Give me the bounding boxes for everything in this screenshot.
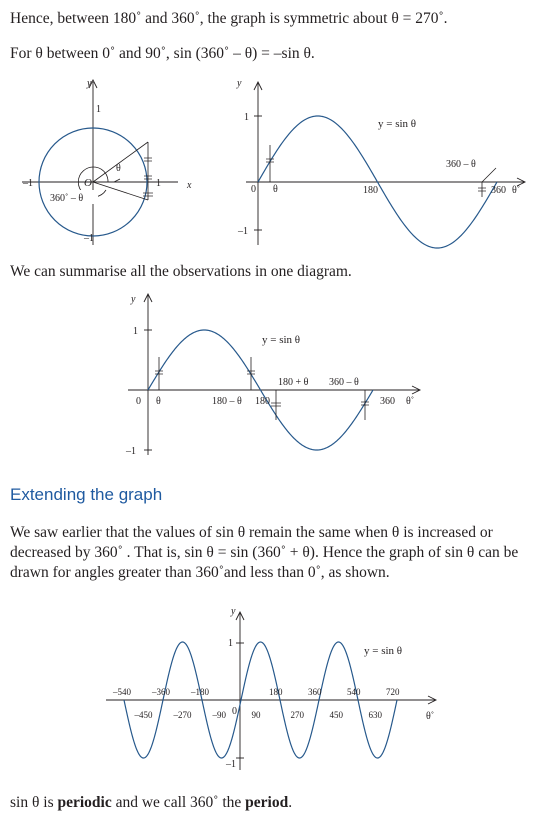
text-period-term: period [245,794,289,811]
fig3-label-180-minus: 180 – θ [212,396,242,407]
fig1-neg-one-left: –1 [23,178,33,189]
text-periodicity: We saw earlier that the values of sin θ remain the same when θ is increased or decreased by 360˚ . That is, sin θ = sin (360˚ + θ). Hence the graph of sin θ can be drawn for angles greater than 360˚and less than 0˚, as shown. [10,524,519,581]
text-symmetry: Hence, between 180˚ and 360˚, the graph is symmetric about θ = 270˚. [10,10,448,27]
fig4-bottom-tick-label: –90 [212,710,226,720]
fig3-axis-theta: θ˚ [406,396,415,407]
fig3-tick-360: 360 [380,396,395,407]
fig2-tick-360: 360 [491,185,506,196]
fig4-bottom-tick-label: 90 [251,710,261,720]
fig2-neg-one: –1 [238,226,248,237]
section-heading: Extending the graph [10,485,163,504]
sin-graph-summary [0,290,537,470]
fig1-one-top: 1 [96,104,101,115]
fig1-x-label: x [187,180,192,191]
fig1-one-right: 1 [156,178,161,189]
fig4-top-tick-label: 360 [308,687,322,697]
fig1-angle-label: 360˚ – θ [50,193,84,204]
text-periodic-term: periodic [57,794,112,811]
fig4-bottom-tick-label: 270 [290,710,304,720]
fig4-top-tick-label: –540 [113,687,131,697]
fig4-top-tick-label: 180 [269,687,283,697]
fig3-neg-one: –1 [126,446,136,457]
fig4-bottom-tick-label: –450 [134,710,153,720]
sin-graph-extended [0,600,537,780]
fig4-axis-theta: θ˚ [426,711,435,722]
fig2-label-360-minus: 360 – θ [446,159,476,170]
fig1-y-label: y [87,78,92,89]
fig2-y-label: y [237,78,242,89]
text-summarise: We can summarise all the observations in one diagram. [10,263,352,280]
fig3-theta: θ [156,396,161,407]
fig4-one: 1 [228,638,233,649]
fig2-zero: 0 [251,184,256,195]
fig4-top-tick-label: 720 [386,687,400,697]
fig4-zero: 0 [232,706,237,717]
fig4-top-tick-label: 540 [347,687,361,697]
fig3-equation: y = sin θ [262,334,301,346]
text-period-mid: and we call 360˚ the [111,794,246,811]
fig4-bottom-tick-label: 630 [368,710,382,720]
fig2-axis-theta: θ˚ [512,185,521,196]
fig3-tick-180: 180 [255,396,270,407]
fig4-top-tick-label: –180 [191,687,209,697]
fig4-top-tick-label: –360 [152,687,170,697]
fig2-equation: y = sin θ [378,118,417,130]
text-period-conclusion [10,793,530,813]
text-period-pre: sin θ is [10,794,58,811]
fig1-neg-one-bottom: –1 [84,233,94,244]
fig2-theta: θ [273,184,278,195]
fig1-origin: O [84,177,92,189]
fig4-bottom-tick-label: –270 [173,710,192,720]
text-period-end: . [288,794,293,811]
fig3-one: 1 [133,326,138,337]
fig2-one: 1 [244,112,249,123]
fig4-bottom-tick-label: 450 [329,710,343,720]
fig4-tick-group [112,687,400,720]
fig4-y-label: y [231,606,236,617]
fig3-label-360-minus: 360 – θ [329,377,359,388]
fig4-neg-one: –1 [226,759,236,770]
fig2-tick-180: 180 [363,185,378,196]
fig3-label-180-plus: 180 + θ [278,377,309,388]
text-identity: For θ between 0˚ and 90˚, sin (360˚ – θ) = –sin θ. [10,45,315,62]
fig4-equation: y = sin θ [364,645,403,657]
sin-graph-small [0,70,537,250]
fig1-theta: θ [116,163,121,174]
fig3-y-label: y [131,294,136,305]
fig3-zero: 0 [136,396,141,407]
